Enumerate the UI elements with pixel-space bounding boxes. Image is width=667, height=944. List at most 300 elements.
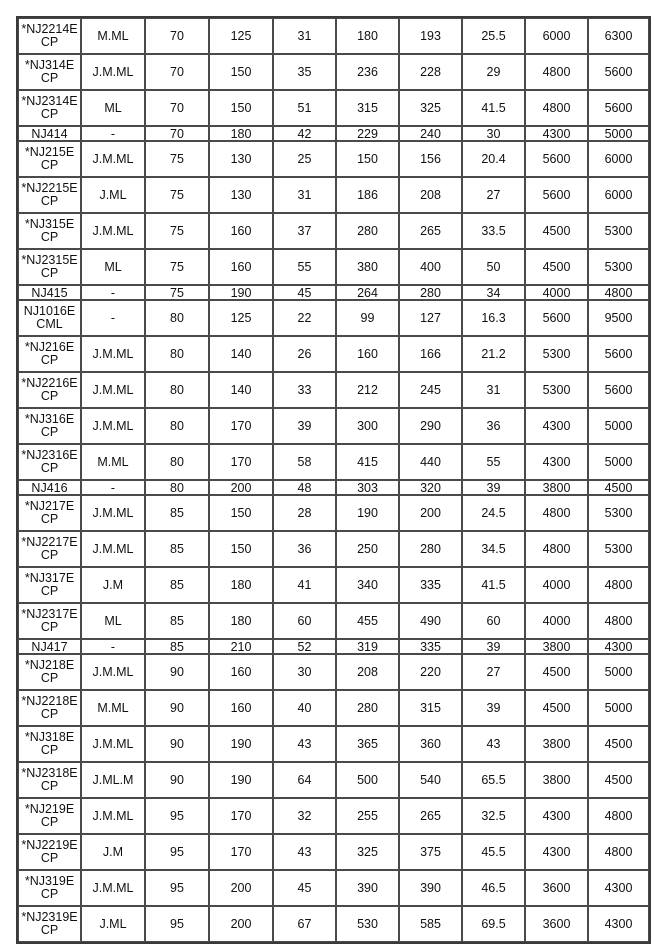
value-cell: 125 <box>209 300 273 336</box>
value-cell: 45 <box>273 285 336 300</box>
value-cell: 39 <box>462 480 525 495</box>
value-cell: 80 <box>145 372 209 408</box>
value-cell: 186 <box>336 177 399 213</box>
value-cell: 6000 <box>525 18 588 54</box>
value-cell: 190 <box>209 285 273 300</box>
value-cell: 29 <box>462 54 525 90</box>
value-cell: 64 <box>273 762 336 798</box>
value-cell: 245 <box>399 372 462 408</box>
cage-cell: - <box>81 639 145 654</box>
value-cell: 5600 <box>588 336 649 372</box>
cage-cell: M.ML <box>81 18 145 54</box>
value-cell: 41.5 <box>462 567 525 603</box>
value-cell: 208 <box>336 654 399 690</box>
value-cell: 4800 <box>525 531 588 567</box>
value-cell: 4500 <box>525 213 588 249</box>
value-cell: 229 <box>336 126 399 141</box>
value-cell: 50 <box>462 249 525 285</box>
value-cell: 5300 <box>525 372 588 408</box>
value-cell: 4800 <box>525 495 588 531</box>
value-cell: 21.2 <box>462 336 525 372</box>
value-cell: 150 <box>209 531 273 567</box>
value-cell: 5300 <box>588 495 649 531</box>
table-row <box>18 408 649 444</box>
value-cell: 166 <box>399 336 462 372</box>
value-cell: 51 <box>273 90 336 126</box>
value-cell: 99 <box>336 300 399 336</box>
value-cell: 228 <box>399 54 462 90</box>
model-cell: *NJ317E CP <box>18 567 81 603</box>
value-cell: 70 <box>145 126 209 141</box>
value-cell: 280 <box>399 285 462 300</box>
model-cell: *NJ2314E CP <box>18 90 81 126</box>
value-cell: 75 <box>145 177 209 213</box>
value-cell: 58 <box>273 444 336 480</box>
value-cell: 70 <box>145 18 209 54</box>
cage-cell: ML <box>81 603 145 639</box>
value-cell: 40 <box>273 690 336 726</box>
value-cell: 31 <box>273 177 336 213</box>
value-cell: 4000 <box>525 603 588 639</box>
value-cell: 160 <box>209 249 273 285</box>
model-cell: *NJ215E CP <box>18 141 81 177</box>
value-cell: 6000 <box>588 141 649 177</box>
value-cell: 180 <box>209 603 273 639</box>
table-row <box>18 177 649 213</box>
cage-cell: ML <box>81 90 145 126</box>
model-cell: *NJ2217E CP <box>18 531 81 567</box>
value-cell: 160 <box>336 336 399 372</box>
value-cell: 5600 <box>588 54 649 90</box>
value-cell: 320 <box>399 480 462 495</box>
value-cell: 4500 <box>588 762 649 798</box>
value-cell: 85 <box>145 603 209 639</box>
value-cell: 490 <box>399 603 462 639</box>
value-cell: 455 <box>336 603 399 639</box>
value-cell: 208 <box>399 177 462 213</box>
value-cell: 5300 <box>588 249 649 285</box>
value-cell: 60 <box>273 603 336 639</box>
value-cell: 9500 <box>588 300 649 336</box>
value-cell: 27 <box>462 654 525 690</box>
value-cell: 325 <box>336 834 399 870</box>
value-cell: 303 <box>336 480 399 495</box>
value-cell: 5600 <box>525 141 588 177</box>
value-cell: 75 <box>145 141 209 177</box>
value-cell: 140 <box>209 336 273 372</box>
value-cell: 60 <box>462 603 525 639</box>
value-cell: 315 <box>336 90 399 126</box>
value-cell: 530 <box>336 906 399 942</box>
value-cell: 90 <box>145 654 209 690</box>
value-cell: 4300 <box>525 798 588 834</box>
model-cell: *NJ2216E CP <box>18 372 81 408</box>
value-cell: 95 <box>145 834 209 870</box>
model-cell: *NJ2219E CP <box>18 834 81 870</box>
model-cell: *NJ2316E CP <box>18 444 81 480</box>
cage-cell: J.M.ML <box>81 213 145 249</box>
table-row <box>18 654 649 690</box>
value-cell: 39 <box>273 408 336 444</box>
value-cell: 210 <box>209 639 273 654</box>
value-cell: 160 <box>209 654 273 690</box>
model-cell: NJ414 <box>18 126 81 141</box>
value-cell: 4300 <box>588 870 649 906</box>
value-cell: 190 <box>209 726 273 762</box>
value-cell: 4500 <box>588 480 649 495</box>
value-cell: 390 <box>336 870 399 906</box>
value-cell: 190 <box>209 762 273 798</box>
cage-cell: J.ML <box>81 906 145 942</box>
value-cell: 41.5 <box>462 90 525 126</box>
value-cell: 52 <box>273 639 336 654</box>
table-row <box>18 603 649 639</box>
value-cell: 95 <box>145 906 209 942</box>
value-cell: 585 <box>399 906 462 942</box>
value-cell: 36 <box>462 408 525 444</box>
value-cell: 200 <box>399 495 462 531</box>
cage-cell: J.M.ML <box>81 531 145 567</box>
value-cell: 4800 <box>588 798 649 834</box>
cage-cell: - <box>81 285 145 300</box>
value-cell: 325 <box>399 90 462 126</box>
value-cell: 32.5 <box>462 798 525 834</box>
model-cell: *NJ2214E CP <box>18 18 81 54</box>
value-cell: 80 <box>145 480 209 495</box>
value-cell: 75 <box>145 285 209 300</box>
cage-cell: M.ML <box>81 690 145 726</box>
cage-cell: - <box>81 480 145 495</box>
cage-cell: J.M.ML <box>81 726 145 762</box>
value-cell: 4800 <box>588 603 649 639</box>
value-cell: 30 <box>273 654 336 690</box>
model-cell: *NJ319E CP <box>18 870 81 906</box>
table-row <box>18 870 649 906</box>
value-cell: 3600 <box>525 906 588 942</box>
cage-cell: J.M.ML <box>81 870 145 906</box>
value-cell: 45.5 <box>462 834 525 870</box>
model-cell: *NJ2215E CP <box>18 177 81 213</box>
value-cell: 46.5 <box>462 870 525 906</box>
value-cell: 3800 <box>525 480 588 495</box>
value-cell: 70 <box>145 54 209 90</box>
cage-cell: J.M.ML <box>81 495 145 531</box>
value-cell: 6000 <box>588 177 649 213</box>
value-cell: 375 <box>399 834 462 870</box>
table-row <box>18 18 649 54</box>
value-cell: 80 <box>145 336 209 372</box>
value-cell: 4800 <box>588 567 649 603</box>
table-row <box>18 444 649 480</box>
value-cell: 265 <box>399 798 462 834</box>
value-cell: 5600 <box>525 300 588 336</box>
value-cell: 55 <box>462 444 525 480</box>
value-cell: 95 <box>145 798 209 834</box>
value-cell: 500 <box>336 762 399 798</box>
model-cell: *NJ318E CP <box>18 726 81 762</box>
table-body <box>18 18 649 942</box>
cage-cell: J.ML.M <box>81 762 145 798</box>
value-cell: 236 <box>336 54 399 90</box>
value-cell: 6300 <box>588 18 649 54</box>
value-cell: 39 <box>462 639 525 654</box>
cage-cell: - <box>81 126 145 141</box>
value-cell: 31 <box>462 372 525 408</box>
value-cell: 160 <box>209 213 273 249</box>
value-cell: 65.5 <box>462 762 525 798</box>
value-cell: 380 <box>336 249 399 285</box>
value-cell: 69.5 <box>462 906 525 942</box>
value-cell: 4300 <box>588 906 649 942</box>
value-cell: 26 <box>273 336 336 372</box>
value-cell: 90 <box>145 726 209 762</box>
cage-cell: J.M.ML <box>81 372 145 408</box>
value-cell: 240 <box>399 126 462 141</box>
value-cell: 25 <box>273 141 336 177</box>
value-cell: 37 <box>273 213 336 249</box>
value-cell: 34.5 <box>462 531 525 567</box>
value-cell: 80 <box>145 408 209 444</box>
table-row <box>18 300 649 336</box>
value-cell: 5600 <box>588 90 649 126</box>
value-cell: 34 <box>462 285 525 300</box>
value-cell: 150 <box>209 90 273 126</box>
value-cell: 3800 <box>525 762 588 798</box>
value-cell: 4500 <box>525 654 588 690</box>
value-cell: 4800 <box>588 285 649 300</box>
value-cell: 85 <box>145 531 209 567</box>
value-cell: 4000 <box>525 567 588 603</box>
value-cell: 5000 <box>588 690 649 726</box>
value-cell: 5300 <box>588 531 649 567</box>
value-cell: 80 <box>145 444 209 480</box>
value-cell: 4300 <box>525 444 588 480</box>
cage-cell: J.ML <box>81 177 145 213</box>
value-cell: 43 <box>462 726 525 762</box>
value-cell: 27 <box>462 177 525 213</box>
value-cell: 5600 <box>525 177 588 213</box>
value-cell: 43 <box>273 834 336 870</box>
value-cell: 193 <box>399 18 462 54</box>
value-cell: 5000 <box>588 408 649 444</box>
table-row <box>18 213 649 249</box>
value-cell: 180 <box>209 126 273 141</box>
value-cell: 130 <box>209 141 273 177</box>
value-cell: 30 <box>462 126 525 141</box>
value-cell: 4800 <box>588 834 649 870</box>
model-cell: NJ415 <box>18 285 81 300</box>
bearing-table-container <box>16 16 651 944</box>
value-cell: 200 <box>209 906 273 942</box>
value-cell: 400 <box>399 249 462 285</box>
value-cell: 45 <box>273 870 336 906</box>
value-cell: 4300 <box>525 834 588 870</box>
value-cell: 150 <box>209 54 273 90</box>
value-cell: 95 <box>145 870 209 906</box>
value-cell: 360 <box>399 726 462 762</box>
value-cell: 212 <box>336 372 399 408</box>
model-cell: *NJ216E CP <box>18 336 81 372</box>
value-cell: 75 <box>145 249 209 285</box>
value-cell: 280 <box>399 531 462 567</box>
value-cell: 28 <box>273 495 336 531</box>
table-row <box>18 285 649 300</box>
table-row <box>18 54 649 90</box>
model-cell: *NJ316E CP <box>18 408 81 444</box>
cage-cell: J.M.ML <box>81 798 145 834</box>
value-cell: 42 <box>273 126 336 141</box>
value-cell: 24.5 <box>462 495 525 531</box>
value-cell: 300 <box>336 408 399 444</box>
value-cell: 5300 <box>588 213 649 249</box>
value-cell: 340 <box>336 567 399 603</box>
model-cell: NJ1016E CML <box>18 300 81 336</box>
cage-cell: J.M.ML <box>81 408 145 444</box>
model-cell: *NJ218E CP <box>18 654 81 690</box>
table-row <box>18 690 649 726</box>
model-cell: *NJ219E CP <box>18 798 81 834</box>
value-cell: 335 <box>399 567 462 603</box>
value-cell: 35 <box>273 54 336 90</box>
table-row <box>18 726 649 762</box>
value-cell: 5000 <box>588 444 649 480</box>
table-row <box>18 762 649 798</box>
value-cell: 190 <box>336 495 399 531</box>
value-cell: 3800 <box>525 726 588 762</box>
value-cell: 4800 <box>525 90 588 126</box>
cage-cell: M.ML <box>81 444 145 480</box>
value-cell: 4300 <box>525 126 588 141</box>
value-cell: 540 <box>399 762 462 798</box>
value-cell: 130 <box>209 177 273 213</box>
value-cell: 4300 <box>588 639 649 654</box>
value-cell: 5000 <box>588 654 649 690</box>
value-cell: 22 <box>273 300 336 336</box>
model-cell: *NJ2319E CP <box>18 906 81 942</box>
value-cell: 200 <box>209 870 273 906</box>
cage-cell: J.M.ML <box>81 336 145 372</box>
value-cell: 290 <box>399 408 462 444</box>
value-cell: 150 <box>336 141 399 177</box>
value-cell: 170 <box>209 444 273 480</box>
value-cell: 33 <box>273 372 336 408</box>
value-cell: 32 <box>273 798 336 834</box>
cage-cell: J.M.ML <box>81 141 145 177</box>
value-cell: 3600 <box>525 870 588 906</box>
value-cell: 43 <box>273 726 336 762</box>
value-cell: 80 <box>145 300 209 336</box>
table-row <box>18 126 649 141</box>
value-cell: 16.3 <box>462 300 525 336</box>
value-cell: 3800 <box>525 639 588 654</box>
table-row <box>18 495 649 531</box>
model-cell: *NJ217E CP <box>18 495 81 531</box>
value-cell: 156 <box>399 141 462 177</box>
table-row <box>18 372 649 408</box>
bearing-spec-table <box>16 16 651 944</box>
value-cell: 4500 <box>525 249 588 285</box>
model-cell: *NJ2315E CP <box>18 249 81 285</box>
model-cell: *NJ314E CP <box>18 54 81 90</box>
value-cell: 90 <box>145 690 209 726</box>
value-cell: 280 <box>336 690 399 726</box>
value-cell: 20.4 <box>462 141 525 177</box>
value-cell: 264 <box>336 285 399 300</box>
value-cell: 36 <box>273 531 336 567</box>
value-cell: 70 <box>145 90 209 126</box>
model-cell: *NJ315E CP <box>18 213 81 249</box>
value-cell: 160 <box>209 690 273 726</box>
value-cell: 250 <box>336 531 399 567</box>
table-row <box>18 798 649 834</box>
value-cell: 170 <box>209 834 273 870</box>
value-cell: 85 <box>145 639 209 654</box>
value-cell: 170 <box>209 798 273 834</box>
table-row <box>18 249 649 285</box>
value-cell: 180 <box>209 567 273 603</box>
table-row <box>18 141 649 177</box>
value-cell: 125 <box>209 18 273 54</box>
table-row <box>18 336 649 372</box>
cage-cell: J.M.ML <box>81 654 145 690</box>
value-cell: 4500 <box>588 726 649 762</box>
table-row <box>18 906 649 942</box>
model-cell: NJ417 <box>18 639 81 654</box>
value-cell: 140 <box>209 372 273 408</box>
table-row <box>18 480 649 495</box>
value-cell: 5000 <box>588 126 649 141</box>
model-cell: *NJ2317E CP <box>18 603 81 639</box>
value-cell: 180 <box>336 18 399 54</box>
cage-cell: J.M <box>81 834 145 870</box>
value-cell: 55 <box>273 249 336 285</box>
value-cell: 39 <box>462 690 525 726</box>
value-cell: 5600 <box>588 372 649 408</box>
value-cell: 335 <box>399 639 462 654</box>
table-row <box>18 834 649 870</box>
value-cell: 48 <box>273 480 336 495</box>
value-cell: 4000 <box>525 285 588 300</box>
value-cell: 85 <box>145 495 209 531</box>
value-cell: 150 <box>209 495 273 531</box>
value-cell: 4800 <box>525 54 588 90</box>
model-cell: NJ416 <box>18 480 81 495</box>
table-row <box>18 531 649 567</box>
value-cell: 41 <box>273 567 336 603</box>
value-cell: 67 <box>273 906 336 942</box>
value-cell: 265 <box>399 213 462 249</box>
cage-cell: - <box>81 300 145 336</box>
value-cell: 390 <box>399 870 462 906</box>
cage-cell: J.M <box>81 567 145 603</box>
value-cell: 127 <box>399 300 462 336</box>
value-cell: 85 <box>145 567 209 603</box>
cage-cell: ML <box>81 249 145 285</box>
value-cell: 315 <box>399 690 462 726</box>
value-cell: 31 <box>273 18 336 54</box>
value-cell: 280 <box>336 213 399 249</box>
model-cell: *NJ2318E CP <box>18 762 81 798</box>
value-cell: 220 <box>399 654 462 690</box>
value-cell: 5300 <box>525 336 588 372</box>
value-cell: 200 <box>209 480 273 495</box>
value-cell: 25.5 <box>462 18 525 54</box>
cage-cell: J.M.ML <box>81 54 145 90</box>
value-cell: 415 <box>336 444 399 480</box>
value-cell: 90 <box>145 762 209 798</box>
value-cell: 75 <box>145 213 209 249</box>
value-cell: 33.5 <box>462 213 525 249</box>
